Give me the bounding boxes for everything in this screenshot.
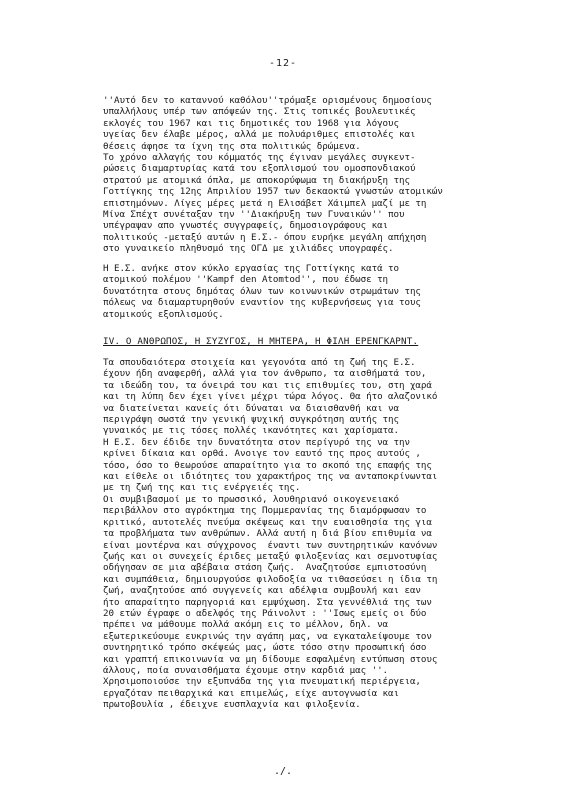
text-line: οδήγησαν σε μια αβέβαια στάση ζωής. Αναζητούσε εμπιστοσύνη (103, 562, 427, 574)
text-line: εκλογές του 1967 και τις δημοτικές του 1968 για λόγους (103, 117, 399, 129)
text-line: εργαζόταν πειθαρχικά και επιμελώς, είχε αυτογνωσία και (103, 687, 399, 699)
text-line: θέσεις άφησε τα ίχνη της στα πολιτικώς δρώμενα. (103, 140, 361, 152)
text-line: Το χρόνο αλλαγής του κόμματός της έγιναν μεγάλες συγκεντ- (103, 152, 416, 164)
text-line: ζωής και οι συνεχείς έριδες μεταξύ φιλοξενίας και σεμνοτυφίας (103, 550, 438, 562)
paragraph-1 (103, 95, 523, 255)
text-line: είναι μοντέρνα και σύγχρονος έναντι των συντηρητικών κανόνων (103, 539, 438, 551)
text-line: και γραπτή επικοινωνία να μη δίδουμε εσφαλμένη εντύπωση στους (103, 653, 438, 665)
text-line: ζωή, αναζητούσε από συγγενείς και αδέλφια συμβουλή και εαν (103, 585, 421, 597)
text-line: δυνατότητα στους δημότας όλων των κοινωνικών στρωμάτων της (103, 285, 421, 297)
text-line: πρέπει να μάθουμε πολλά ακόμη εις το μέλλον, δηλ. να (103, 619, 389, 631)
text-line: γυναικός με τις τόσες πολλές ικανότητες και χαρίσματα. (103, 425, 399, 437)
text-line: πόλεως να διαμαρτυρηθούν εναντίον της κυβερνήσεως για τους (103, 297, 421, 309)
text-line: κριτικό, αυτοτελές πνεύμα σκέψεως και την ευαισθησία της για (103, 516, 432, 528)
text-line: Τα σπουδαιότερα στοιχεία και γεγονότα από τη ζωή της Ε.Σ. (103, 357, 416, 368)
section-heading (103, 336, 523, 347)
text-line: ρώσεις διαμαρτυρίας κατά του εξοπλισμού του ομοσπονδιακού (103, 163, 416, 175)
text-line: να διατείνεται κανείς ότι δύναται να διαισθανθή και να (103, 402, 399, 414)
text-line: με τη ζωή της και τις ενέργειές της. (103, 482, 301, 494)
text-line: υγείας δεν έλαβε μέρος, αλλά με πολυάριθμες επιστολές και (103, 129, 416, 141)
text-line: στρατού με ατομικά όπλα, με αποκορύφωμα τη διακήρυξη της (103, 174, 410, 186)
text-line: υπέγραψαν απο γνωστές συγγραφείς, δημοσιογράφους και (103, 220, 389, 232)
text-line: τόσο, όσο το θεωρούσε απαραίτητο για το σκοπό της επαφής της (103, 459, 432, 471)
text-line: περιβάλλον στο αγρόκτημα της Πομμερανίας της διαμόρφωσαν το (103, 505, 427, 517)
text-line: ατομικούς εξοπλισμούς. (103, 308, 224, 320)
paragraph-3 (103, 357, 523, 711)
text-line: τα ιδεώδη του, τα όνειρά του και τις επιθυμίες του, στη χαρά (103, 379, 432, 391)
text-line: άλλους, ποία συναισθήματα έχουμε στην καρδιά μας ''. (103, 664, 389, 676)
text-line: κρίνει δίκαια και ορθά. Ανοιγε τον εαυτό της προς αυτούς , (103, 448, 421, 460)
text-line: Μίνα Σπέχτ συνέταξαν την ''Διακήρυξη των Γυναικών'' που (103, 209, 405, 221)
text-line: επιστημόνων. Λίγες μέρες μετά η Ελισάβετ Χάιμπελ μαζί με τη (103, 197, 427, 209)
text-line: περιγράψη σωστά την γενική ψυχική συγκρότηση αυτής της (103, 414, 399, 426)
text-line: στο γυναικείο πληθυσμό της ΟΓΔ με χιλιάδες υπογραφές. (103, 243, 394, 255)
text-line: έχουν ήδη αναφερθή, αλλά για τον άνθρωπο, τα αισθήματά του, (103, 368, 427, 380)
text-line: 20 ετών έγραφε ο αδελφός της Ράινολντ : ''Ισως εμείς οι δύο (103, 607, 427, 619)
text-line: ''Αυτό δεν το καταννού καθόλου''τρόμαξε ορισμένους δημοσίους (103, 95, 432, 106)
page-number: -12- (268, 58, 298, 69)
continuation-mark: ./. (273, 766, 293, 777)
text-line: υπαλλήλους υπέρ των απόψεών της. Στις τοπικές βουλευτικές (103, 106, 416, 118)
paragraph-2 (103, 263, 523, 320)
text-line: Η Ε.Σ. δεν έδιδε την δυνατότητα στον περίγυρό της να την (103, 436, 410, 448)
text-line: Οι συμβιβασμοί με το πρωσσικό, λουθηριανό οικογενειακό (103, 493, 399, 505)
text-line: Η Ε.Σ. ανήκε στον κύκλο εργασίας της Γοττίγκης κατά το (103, 263, 399, 274)
text-line: και είθελε οι ιδιότητες του χαρακτήρος της να ανταποκρίνωνται (103, 471, 438, 483)
text-line: εξωτερικεύουμε ευκρινώς την αγάπη μας, να εγκαταλείψουμε τον (103, 630, 432, 642)
text-line: και τη λύπη δεν έχει γίνει μέχρι τώρα λόγος. Θα ήτο αλαζονικό (103, 391, 438, 403)
text-line: πολιτικούς -μεταξύ αυτών η Ε.Σ.- όπου ευρήκε μεγάλη απήχηση (103, 231, 427, 243)
text-line: ήτο απαραίτητο παρηγοριά και εμψύχωση. Στα γεννέθλιά της των (103, 596, 432, 608)
text-line: Γοττίγκης της 12ης Απριλίου 1957 των δεκαοκτώ γνωστών ατομικών (103, 186, 443, 198)
text-line: πρωτοβουλία , έδειχνε ευσπλαχνία και φιλοξενία. (103, 699, 361, 711)
text-line: συντηρητικό τρόπο σκέψεώς μας, ώστε τόσο στην προσωπική όσο (103, 642, 427, 654)
text-line: τα προβλήματα των ανθρώπων. Αλλά αυτή η διά βίου επιθυμία να (103, 528, 432, 540)
section-heading-text: IV. Ο ΑΝΘΡΩΠΟΣ, Η ΣΥΖΥΓΟΣ, Η ΜΗΤΕΡΑ, Η ΦΙΛΗ ΕΡΕΝΓΚΑΡΝΤ. (103, 336, 419, 347)
text-line: Χρησιμοποιούσε την εξυπνάδα της για πνευματική περιέργεια, (103, 676, 421, 688)
text-line: και συμπάθεια, δημιουργούσε φιλοδοξία να τιθασεύσει η ίδια τη (103, 573, 438, 585)
text-line: ατομικού πολέμου ''Kampf den Atomtod'', που έδωσε τη (103, 274, 389, 286)
